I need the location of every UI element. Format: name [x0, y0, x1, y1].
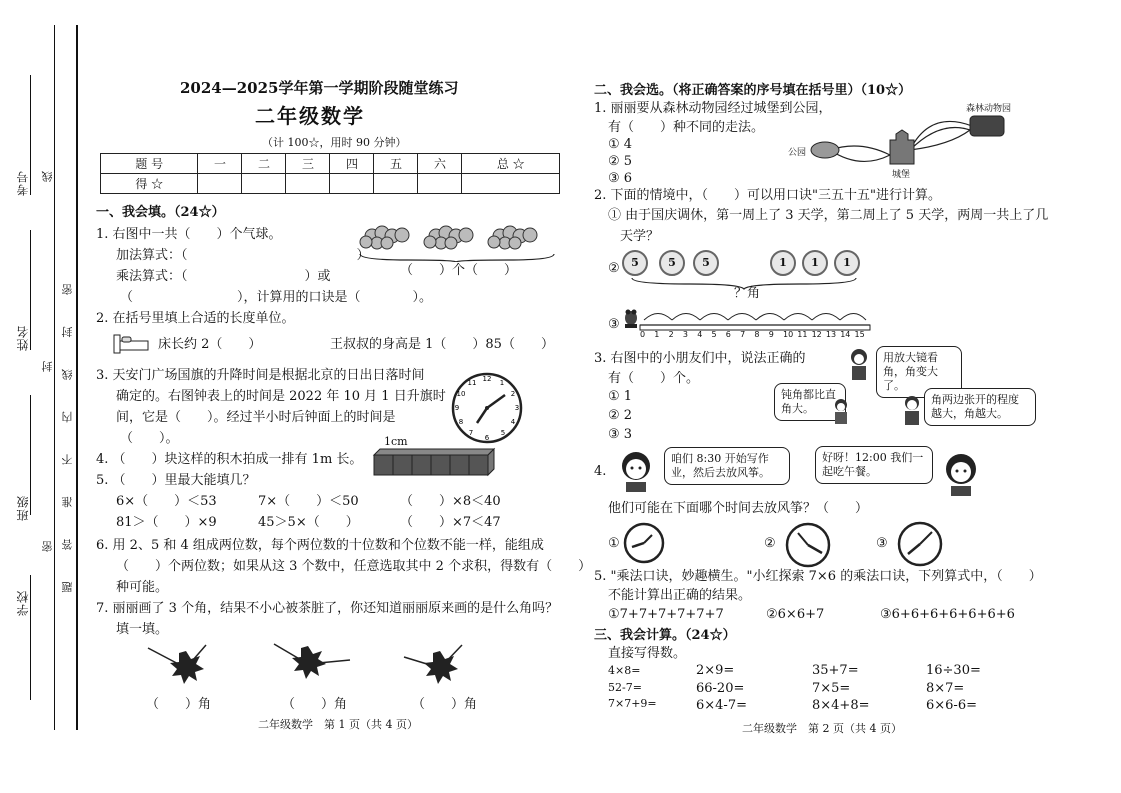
score-input[interactable]: [374, 174, 418, 194]
score-input[interactable]: [462, 174, 560, 194]
calc-r2c3: 7×5=: [812, 681, 851, 696]
score-cell: 三: [286, 154, 330, 174]
ruler-tick-label: 1: [654, 330, 660, 339]
ruler-tick-label: 0: [640, 330, 646, 339]
clock-option-2-icon: [784, 521, 832, 569]
ruler-tick-label: 13: [825, 330, 837, 339]
blocks-figure: [372, 447, 497, 477]
q3-line4: （ ）。: [120, 431, 179, 446]
s2q5-opt1: ①7+7+7+7+7+7: [608, 607, 724, 622]
s2q5-line1: 5. "乘法口诀，妙趣横生。"小红探索 7×6 的乘法口诀，下列算式中，（ ）: [594, 569, 1042, 584]
angle-1-figure: [146, 643, 226, 693]
page1-footer: 二年级数学 第 1 页（共 4 页）: [258, 718, 418, 731]
ruler-tick-label: 9: [768, 330, 774, 339]
margin-secret-mark: 密: [41, 540, 54, 552]
page2-footer: 二年级数学 第 2 页（共 4 页）: [742, 722, 902, 735]
ruler-tick-label: 15: [854, 330, 865, 339]
exam-meta: （计 100☆，用时 90 分钟）: [262, 136, 407, 149]
calc-r2c4: 8×7=: [926, 681, 965, 696]
coin-question: ？角: [734, 286, 761, 301]
map-label-zoo: 森林动物园: [966, 104, 1012, 114]
s2q4-opt3: ③: [876, 536, 888, 551]
flag-clock-icon: [447, 371, 527, 445]
ruler-tick-label: 11: [797, 330, 808, 339]
speech-bubble-opening: 角两边张开的程度越大，角越大。: [924, 388, 1036, 426]
q3-line3: 间，它是（ ）。经过半小时后钟面上的时间是: [116, 410, 396, 425]
speech-bubble-kite: 咱们 8:30 开始写作业，然后去放风筝。: [664, 447, 790, 485]
svg-text:3: 3: [514, 404, 520, 412]
svg-text:2: 2: [510, 390, 516, 398]
margin-line-inner: [76, 25, 78, 730]
s2q3-opt3: ③ 3: [608, 427, 633, 442]
s2q2-opt3-mark: ③: [608, 317, 620, 332]
ruler-tick-label: 10: [783, 330, 794, 339]
s2q4-opt1: ①: [608, 536, 620, 551]
ruler-ticks: [640, 330, 872, 342]
svg-text:11: 11: [467, 379, 477, 387]
q7-line2: 填一填。: [116, 622, 169, 637]
section3-heading: 三、我会计算。（24☆）: [594, 628, 736, 643]
s2q4-num: 4.: [594, 464, 607, 479]
coin-5-3: 5: [693, 250, 719, 276]
boy-figure: [618, 450, 654, 494]
q2-uncle: 王叔叔的身高是 1（ ）85（ ）: [330, 337, 554, 352]
s2q1-opt3: ③ 6: [608, 171, 633, 186]
balloons-figure: [358, 222, 558, 262]
s2q3-line1: 3. 右图中的小朋友们中，说法正确的: [594, 351, 806, 366]
angle-2-figure: [272, 640, 352, 690]
calc-r3c2: 6×4-7=: [696, 698, 747, 713]
q6-line3: 种可能。: [116, 580, 169, 595]
score-cell: 总 ☆: [462, 154, 560, 174]
bed-icon: [112, 333, 152, 355]
s2q1-opt1: ① 4: [608, 137, 633, 152]
score-input[interactable]: [242, 174, 286, 194]
margin-warning: 题 答 准 不 内 线 封 密: [61, 270, 74, 593]
q6-line1: 6. 用 2、5 和 4 组成两位数，每个两位数的十位数和个位数不能一样，能组成: [96, 538, 544, 553]
coin-5-1: 5: [622, 250, 648, 276]
score-cell: 一: [198, 154, 242, 174]
calc-r1c2: 2×9=: [696, 663, 735, 678]
score-input[interactable]: [330, 174, 374, 194]
margin-exam-no-underline: [30, 75, 31, 195]
s2q4-opt2: ②: [764, 536, 776, 551]
s2q1-line1: 1. 丽丽要从森林动物园经过城堡到公园，: [594, 101, 832, 116]
q1-line4: （ ），计算用的口诀是（ ）。: [120, 290, 433, 305]
speech-bubble-obtuse: 钝角都比直角大。: [774, 383, 846, 421]
q7-answer-1: （ ）角: [146, 697, 212, 712]
map-label-castle: 城堡: [892, 170, 911, 180]
q7-answer-3: （ ）角: [412, 697, 478, 712]
ruler-tick-label: 2: [668, 330, 674, 339]
svg-text:12: 12: [482, 375, 492, 383]
s2q2-opt1: ① 由于国庆调休，第一周上了 3 天学，第二周上了 5 天学，两周一共上了几: [608, 208, 1049, 223]
q5-r1c1: 6×（ ）＜53: [116, 494, 217, 509]
score-table-score-row: [101, 174, 560, 194]
exam-subject: 二年级数学: [255, 104, 365, 128]
s2q2-line1: 2. 下面的情境中，（ ）可以用口诀"三五十五"进行计算。: [594, 188, 941, 203]
speech-bubble-lunch: 好呀！12:00 我们一起吃午餐。: [815, 446, 933, 484]
s2q5-line2: 不能计算出正确的结果。: [608, 588, 752, 603]
q1-line3: 乘法算式：（ ）或: [116, 269, 331, 284]
s2q1-line2: 有（ ）种不同的走法。: [608, 120, 765, 135]
calc-r1c4: 16÷30=: [926, 663, 981, 678]
ruler-tick-label: 6: [725, 330, 731, 339]
q7-line1: 7. 丽丽画了 3 个角，结果不小心被茶脏了，你还知道丽丽原来画的是什么角吗？: [96, 601, 559, 616]
margin-line-outer: [54, 25, 55, 730]
s2q3-opt1: ① 1: [608, 389, 633, 404]
map-label-park: 公园: [788, 148, 807, 158]
section1-heading: 一、我会填。（24☆）: [96, 205, 225, 220]
score-input[interactable]: [418, 174, 462, 194]
q5-r1c2: 7×（ ）＜50: [258, 494, 359, 509]
s2q2-opt2-mark: ②: [608, 261, 620, 276]
q3-line2: 确定的。右图钟表上的时间是 2022 年 10 月 1 日升旗时: [116, 389, 446, 404]
q5-line1: 5. （ ）里最大能填几？: [96, 473, 256, 488]
q5-r2c3: （ ）×7＜47: [400, 515, 501, 530]
margin-name: 姓名: [16, 325, 30, 351]
calc-r1c3: 35+7=: [812, 663, 859, 678]
svg-text:8: 8: [458, 418, 464, 426]
calc-r2c1: 52-7=: [608, 681, 642, 694]
q1-brace-label: （ ）个（ ）: [400, 263, 518, 278]
coin-5-2: 5: [659, 250, 685, 276]
score-cell: 五: [374, 154, 418, 174]
margin-line-mark: 线: [41, 170, 54, 182]
score-input[interactable]: [286, 174, 330, 194]
score-cell: 二: [242, 154, 286, 174]
q5-r1c3: （ ）×8＜40: [400, 494, 501, 509]
score-table-header-row: [101, 154, 560, 174]
q7-answer-2: （ ）角: [282, 697, 348, 712]
s2q3-line2: 有（ ）个。: [608, 371, 700, 386]
q1-line1: 1. 右图中一共（ ）个气球。: [96, 227, 282, 242]
margin-school-underline: [30, 575, 31, 700]
coin-1-1: 1: [770, 250, 796, 276]
margin-school: 学校: [16, 590, 30, 616]
angle-3-figure: [402, 643, 482, 693]
ruler-tick-label: 8: [754, 330, 760, 339]
s2q4-question: 他们可能在下面哪个时间去放风筝？（ ）: [608, 501, 869, 516]
child-figure-2: [830, 398, 852, 426]
svg-text:4: 4: [510, 418, 516, 426]
coin-1-3: 1: [834, 250, 860, 276]
q6-line2: （ ）个两位数；如果从这 3 个数中，任意选取其中 2 个求积，得数有（ ）: [116, 559, 592, 574]
ruler-tick-label: 7: [740, 330, 746, 339]
ruler-tick-label: 4: [697, 330, 703, 339]
s2q2-opt1b: 天学？: [620, 229, 660, 244]
clock-option-3-icon: [896, 520, 944, 568]
ruler-tick-label: 3: [682, 330, 688, 339]
ruler-tick-label: 14: [840, 330, 851, 339]
svg-text:6: 6: [484, 434, 490, 442]
q4-block-label: 1cm: [384, 435, 408, 448]
ruler-tick-label: 12: [811, 330, 822, 339]
q3-line1: 3. 天安门广场国旗的升降时间是根据北京的日出日落时间: [96, 368, 425, 383]
q5-r2c2: 45＞5×（ ）: [258, 515, 359, 530]
s2q1-opt2: ② 5: [608, 154, 633, 169]
speech-bubble-magnifier: 用放大镜看角，角变大了。: [876, 346, 962, 398]
calc-r3c1: 7×7+9=: [608, 697, 657, 710]
score-table: [100, 153, 560, 194]
score-row-label: 得 ☆: [101, 174, 198, 194]
score-cell: 题 号: [101, 154, 198, 174]
q4-text: 4. （ ）块这样的积木拍成一排有 1m 长。: [96, 452, 363, 467]
child-figure-1: [846, 348, 872, 384]
s2q5-opt2: ②6×6+7: [766, 607, 825, 622]
score-input[interactable]: [198, 174, 242, 194]
clock-option-1-icon: [622, 521, 666, 565]
margin-seal-mark: 封: [41, 360, 54, 372]
svg-text:10: 10: [456, 390, 466, 398]
s2q3-opt2: ② 2: [608, 408, 633, 423]
child-figure-3: [900, 395, 924, 429]
calc-r3c4: 6×6-6=: [926, 698, 977, 713]
coin-1-2: 1: [802, 250, 828, 276]
q1-line2: 加法算式：（ ）: [116, 248, 370, 263]
s2q5-opt3: ③6+6+6+6+6+6+6: [880, 607, 1015, 622]
svg-text:1: 1: [499, 379, 505, 387]
svg-text:9: 9: [454, 404, 460, 412]
svg-text:5: 5: [500, 429, 506, 437]
q2-line1: 2. 在括号里填上合适的长度单位。: [96, 311, 295, 326]
exam-title: 2024—2025学年第一学期阶段随堂练习: [180, 79, 459, 97]
margin-exam-no: 考号: [16, 170, 30, 196]
calc-r2c2: 66-20=: [696, 681, 745, 696]
q5-r2c1: 81＞（ ）×9: [116, 515, 217, 530]
calc-r1c1: 4×8=: [608, 664, 641, 677]
margin-class-underline: [30, 395, 31, 515]
margin-name-underline: [30, 230, 31, 350]
section2-heading: 二、我会选。（将正确答案的序号填在括号里）（10☆）: [594, 83, 912, 98]
section3-sub: 直接写得数。: [608, 646, 687, 661]
score-cell: 六: [418, 154, 462, 174]
ruler-tick-label: 5: [711, 330, 717, 339]
score-cell: 四: [330, 154, 374, 174]
girl-figure: [942, 452, 980, 498]
calc-r3c3: 8×4+8=: [812, 698, 870, 713]
svg-text:7: 7: [468, 429, 474, 437]
margin-class: 班级: [16, 495, 30, 521]
q2-bed: 床长约 2（ ）: [158, 337, 262, 352]
